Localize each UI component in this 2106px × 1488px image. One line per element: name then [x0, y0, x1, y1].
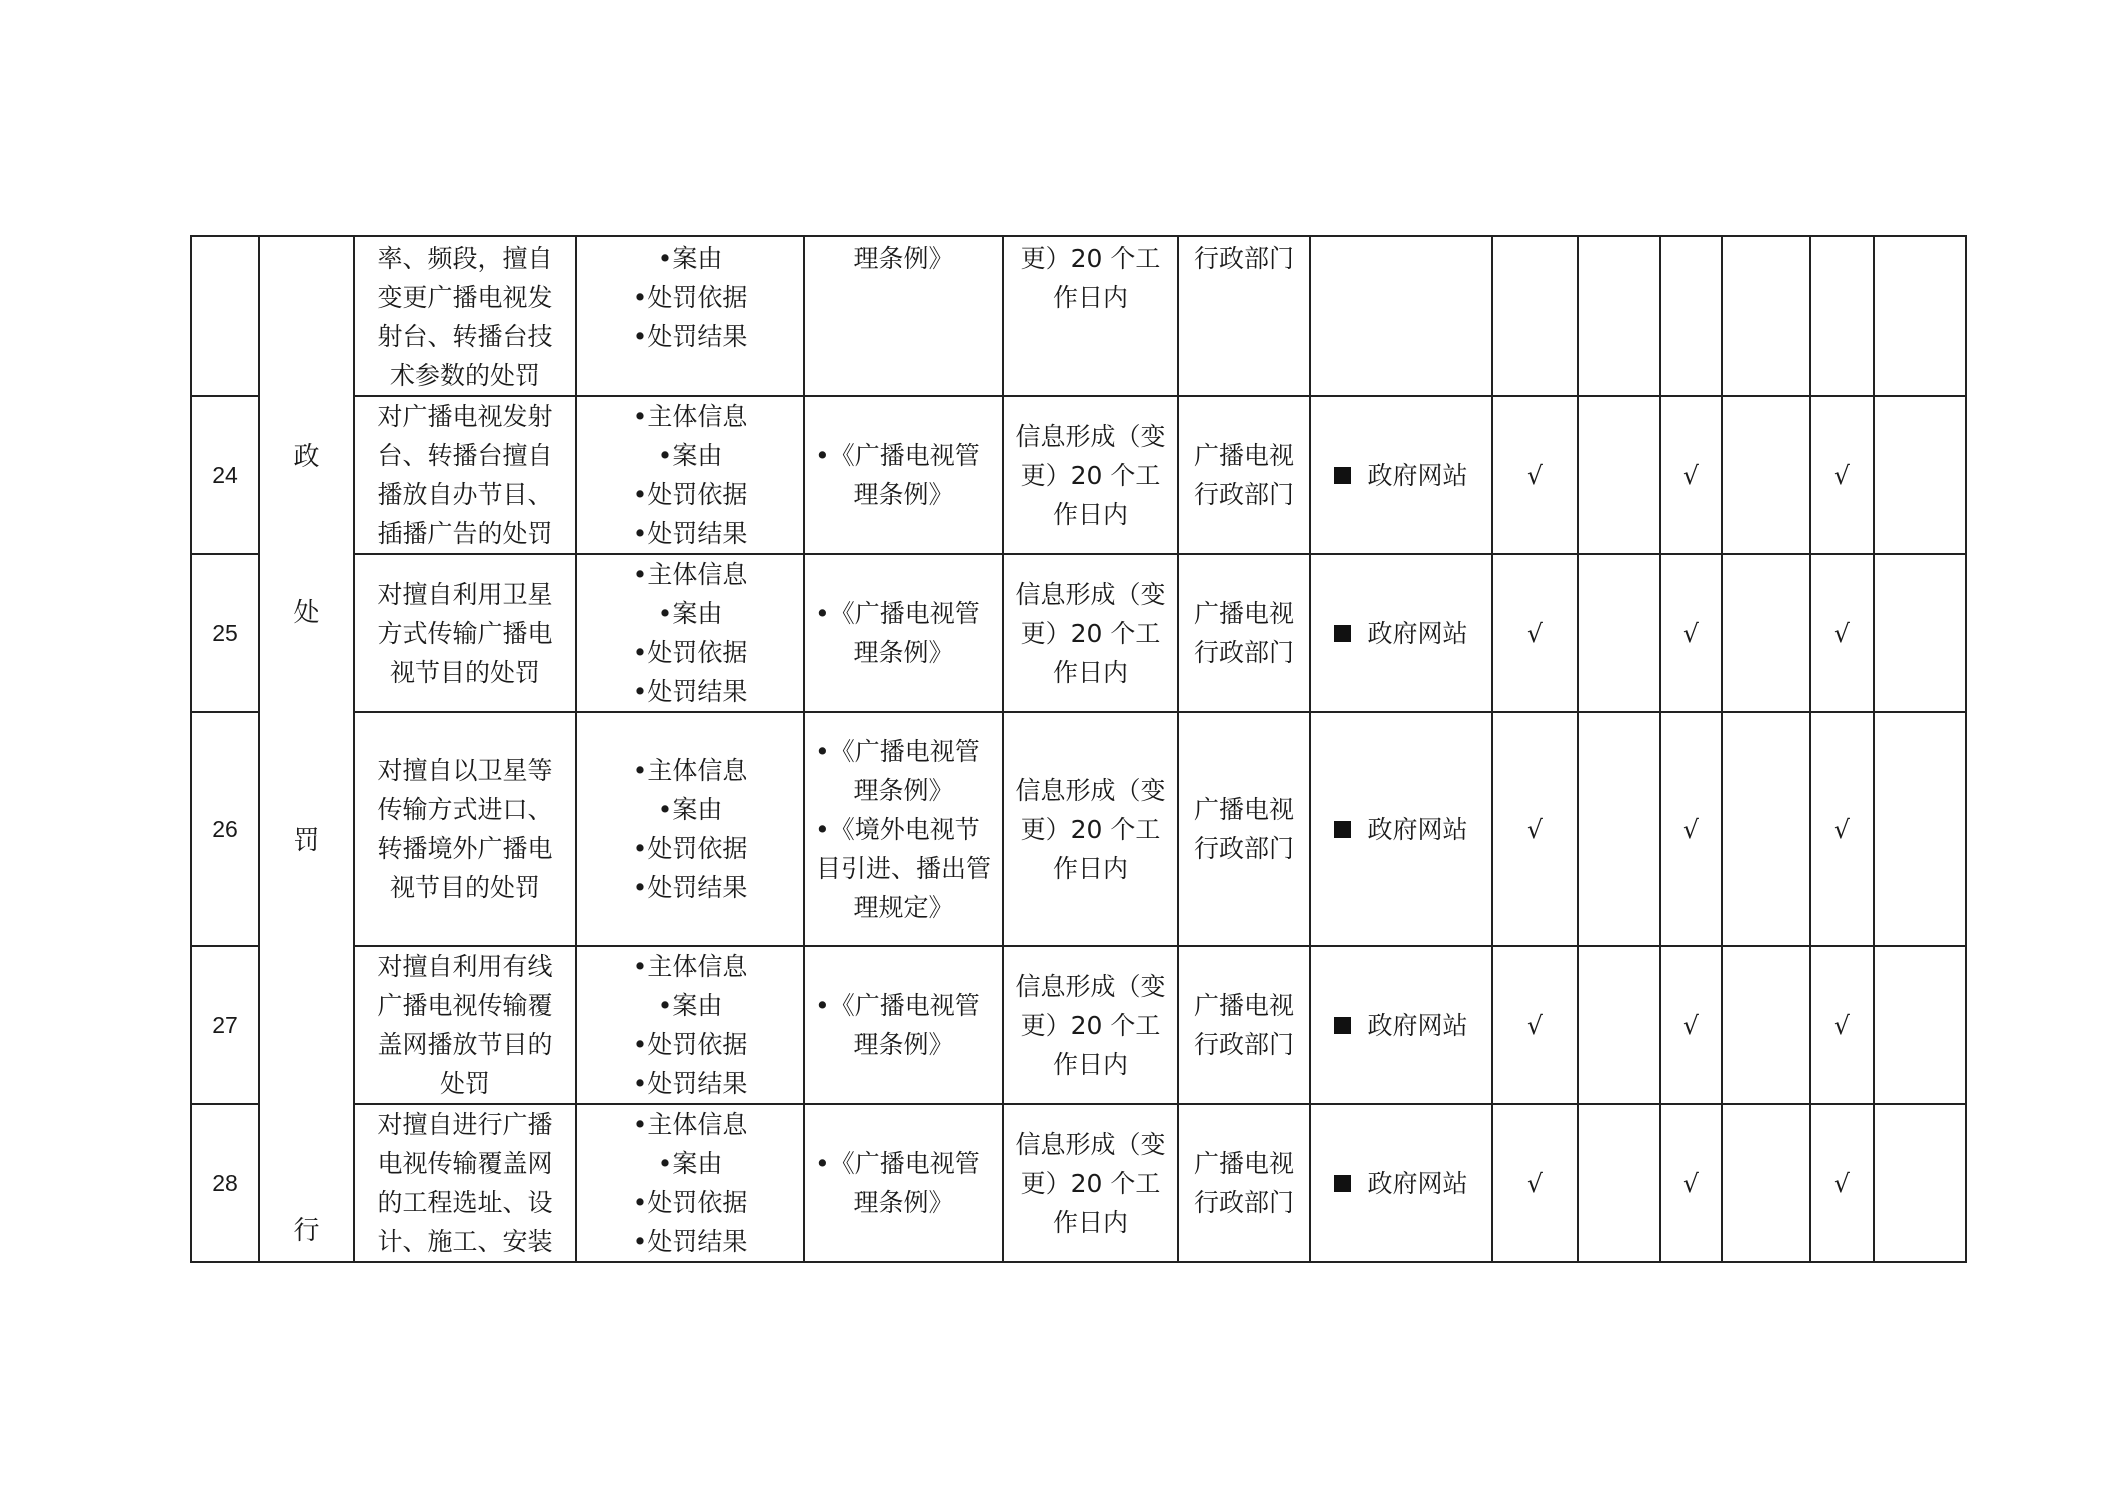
check-cell	[1578, 554, 1660, 712]
check-cell	[1492, 236, 1578, 396]
check-cell	[1874, 396, 1966, 554]
cell-line: 作日内	[1052, 1049, 1128, 1079]
check-cell	[1874, 554, 1966, 712]
content-cell	[576, 712, 804, 946]
check-cell	[1660, 946, 1722, 1104]
cell-line: 术参数的处罚	[389, 361, 540, 390]
table-row	[191, 396, 1966, 554]
check-cell	[1722, 1104, 1810, 1262]
cell-line: •处罚依据	[632, 834, 748, 863]
cell-line: •处罚结果	[632, 1069, 748, 1098]
subject-cell	[1178, 712, 1310, 946]
cell-line: 计、施工、安装	[377, 1227, 553, 1256]
cell-line: 对擅自利用卫星	[377, 579, 553, 609]
check-cell	[1722, 236, 1810, 396]
check-cell	[1810, 396, 1874, 554]
cell-line: 插播广告的处罚	[377, 519, 553, 548]
item-cell	[354, 1104, 576, 1262]
black-square-icon	[1334, 625, 1351, 642]
cell-line: 率、频段，擅自	[377, 244, 553, 273]
cell-line: 行政部门	[1193, 834, 1294, 863]
subject-cell	[1178, 946, 1310, 1104]
check-cell	[1492, 946, 1578, 1104]
check-cell	[1722, 396, 1810, 554]
channel-text: 政府网站	[1367, 1168, 1468, 1198]
cell-line: •案由	[657, 441, 723, 470]
check-cell	[1722, 712, 1810, 946]
check-cell	[1578, 712, 1660, 946]
channel-text: 政府网站	[1367, 1010, 1468, 1040]
basis-cell	[804, 236, 1003, 396]
cell-line: 对广播电视发射	[377, 402, 553, 431]
check-cell	[1810, 712, 1874, 946]
row-number: 24	[191, 396, 259, 554]
cell-line: 广播电视	[1193, 1149, 1294, 1178]
disclosure-table	[190, 235, 1967, 1263]
category-label	[260, 242, 353, 1257]
channel-cell	[1310, 946, 1492, 1104]
basis-line: 理条例》	[853, 775, 954, 805]
check-cell	[1810, 1104, 1874, 1262]
check-cell	[1660, 554, 1722, 712]
check-cell	[1578, 1104, 1660, 1262]
row-number: 27	[191, 946, 259, 1104]
check-cell	[1492, 712, 1578, 946]
row-number: 28	[191, 1104, 259, 1262]
check-cell	[1578, 396, 1660, 554]
basis-line: •《广播电视管	[815, 1149, 980, 1178]
check-cell	[1492, 1104, 1578, 1262]
subject-cell	[1178, 554, 1310, 712]
cell-line: 视节目的处罚	[389, 657, 540, 687]
table-body	[191, 236, 1966, 1262]
cell-line: •处罚结果	[632, 519, 748, 548]
basis-line: 理条例》	[853, 1030, 954, 1059]
timeframe-cell	[1003, 946, 1178, 1104]
cell-line: •处罚依据	[632, 283, 748, 312]
basis-line: •《广播电视管	[815, 441, 980, 470]
content-cell	[576, 946, 804, 1104]
content-cell	[576, 554, 804, 712]
cell-line: 变更广播电视发	[377, 283, 553, 312]
check-mark-icon: √	[1683, 460, 1699, 490]
check-mark-icon: √	[1683, 1010, 1699, 1040]
channel-label	[1334, 1164, 1467, 1203]
cell-line: •案由	[657, 599, 723, 628]
row-number	[191, 236, 259, 396]
cell-line: •主体信息	[632, 952, 748, 981]
check-cell	[1810, 236, 1874, 396]
cell-line: 广播电视	[1193, 991, 1294, 1020]
check-cell	[1660, 396, 1722, 554]
basis-line: 理条例》	[853, 244, 954, 273]
check-mark-icon: √	[1527, 618, 1543, 648]
cell-line: 作日内	[1052, 657, 1128, 687]
check-mark-icon: √	[1527, 1010, 1543, 1040]
cell-line: 作日内	[1052, 1207, 1128, 1237]
cell-line: 更）20 个工	[1020, 1168, 1161, 1198]
item-cell	[354, 396, 576, 554]
cell-line: •案由	[657, 244, 723, 273]
cell-line: 射台、转播台技	[377, 322, 553, 351]
channel-cell	[1310, 1104, 1492, 1262]
item-cell	[354, 946, 576, 1104]
cell-line: 广播电视	[1193, 795, 1294, 824]
cell-line: 对擅自进行广播	[377, 1110, 553, 1139]
cell-line: •处罚依据	[632, 638, 748, 667]
cell-line: 更）20 个工	[1020, 1010, 1161, 1040]
timeframe-cell	[1003, 554, 1178, 712]
cell-line: 转播境外广播电	[377, 834, 553, 863]
channel-text: 政府网站	[1367, 460, 1468, 490]
check-mark-icon: √	[1834, 618, 1850, 648]
basis-cell	[804, 712, 1003, 946]
check-cell	[1722, 946, 1810, 1104]
basis-cell	[804, 396, 1003, 554]
check-cell	[1492, 554, 1578, 712]
cell-line: •案由	[657, 1149, 723, 1178]
basis-line: •《境外电视节	[815, 814, 980, 844]
cell-line: 广播电视传输覆	[377, 991, 553, 1020]
content-cell	[576, 1104, 804, 1262]
basis-cell	[804, 554, 1003, 712]
check-mark-icon: √	[1527, 814, 1543, 844]
check-mark-icon: √	[1834, 1168, 1850, 1198]
cell-line: 作日内	[1052, 853, 1128, 883]
table-row	[191, 712, 1966, 946]
check-cell	[1660, 1104, 1722, 1262]
cell-line: 信息形成（变	[1015, 421, 1166, 451]
cell-line: 对擅自以卫星等	[377, 756, 553, 785]
cell-line: 播放自办节目、	[377, 480, 553, 509]
cell-line: 电视传输覆盖网	[377, 1149, 553, 1178]
basis-line: 理条例》	[853, 480, 954, 509]
category-char: 处	[293, 597, 320, 628]
check-mark-icon: √	[1834, 1010, 1850, 1040]
cell-line: 更）20 个工	[1020, 460, 1161, 490]
row-number: 26	[191, 712, 259, 946]
cell-line: •处罚依据	[632, 480, 748, 509]
check-cell	[1578, 236, 1660, 396]
cell-line: •处罚结果	[632, 322, 748, 351]
basis-line: 理条例》	[853, 638, 954, 667]
channel-cell	[1310, 554, 1492, 712]
cell-line: 传输方式进口、	[377, 795, 553, 824]
item-cell	[354, 236, 576, 396]
channel-text: 政府网站	[1367, 618, 1468, 648]
cell-line: •主体信息	[632, 560, 748, 589]
cell-line: 行政部门	[1193, 1030, 1294, 1059]
content-cell	[576, 396, 804, 554]
channel-cell	[1310, 712, 1492, 946]
cell-line: 更）20 个工	[1020, 814, 1161, 844]
cell-line: 信息形成（变	[1015, 1129, 1166, 1159]
cell-line: 的工程选址、设	[377, 1188, 553, 1217]
cell-line: 行政部门	[1193, 480, 1294, 509]
cell-line: 台、转播台擅自	[377, 441, 553, 470]
check-cell	[1660, 712, 1722, 946]
check-mark-icon: √	[1683, 618, 1699, 648]
check-cell	[1722, 554, 1810, 712]
table-row	[191, 554, 1966, 712]
channel-label	[1334, 1006, 1467, 1045]
basis-line: •《广播电视管	[815, 599, 980, 628]
cell-line: 行政部门	[1193, 638, 1294, 667]
cell-line: •处罚依据	[632, 1030, 748, 1059]
channel-text: 政府网站	[1367, 814, 1468, 844]
table-row	[191, 236, 1966, 396]
check-cell	[1810, 554, 1874, 712]
cell-line: •处罚结果	[632, 873, 748, 902]
cell-line: 更）20 个工	[1020, 244, 1161, 273]
channel-cell	[1310, 236, 1492, 396]
cell-line: 对擅自利用有线	[377, 952, 553, 981]
subject-cell	[1178, 396, 1310, 554]
cell-line: 处罚	[439, 1069, 490, 1098]
category-char: 政	[293, 441, 320, 472]
channel-cell	[1310, 396, 1492, 554]
subject-cell	[1178, 236, 1310, 396]
timeframe-cell	[1003, 712, 1178, 946]
cell-line: 信息形成（变	[1015, 971, 1166, 1001]
check-mark-icon: √	[1834, 814, 1850, 844]
subject-cell	[1178, 1104, 1310, 1262]
cell-line: 作日内	[1052, 283, 1128, 312]
table-row	[191, 1104, 1966, 1262]
cell-line: 广播电视	[1193, 599, 1294, 628]
category-char: 行	[293, 1215, 320, 1246]
item-cell	[354, 712, 576, 946]
cell-line: •处罚结果	[632, 1227, 748, 1256]
cell-line: 视节目的处罚	[389, 873, 540, 902]
basis-line: 理规定》	[853, 892, 954, 922]
basis-cell	[804, 946, 1003, 1104]
cell-line: •主体信息	[632, 756, 748, 785]
black-square-icon	[1334, 821, 1351, 838]
cell-line: 信息形成（变	[1015, 579, 1166, 609]
check-mark-icon: √	[1527, 1168, 1543, 1198]
cell-line: 行政部门	[1193, 1188, 1294, 1217]
basis-line: •《广播电视管	[815, 736, 980, 766]
cell-line: •主体信息	[632, 402, 748, 431]
check-mark-icon: √	[1527, 460, 1543, 490]
item-cell	[354, 554, 576, 712]
check-cell	[1874, 946, 1966, 1104]
cell-line: 盖网播放节目的	[377, 1030, 553, 1059]
check-cell	[1578, 946, 1660, 1104]
check-mark-icon: √	[1683, 1168, 1699, 1198]
cell-line: 广播电视	[1193, 441, 1294, 470]
category-cell	[259, 236, 354, 1262]
cell-line: 更）20 个工	[1020, 618, 1161, 648]
basis-line: •《广播电视管	[815, 991, 980, 1020]
category-char: 罚	[293, 825, 320, 856]
table-row	[191, 946, 1966, 1104]
black-square-icon	[1334, 467, 1351, 484]
cell-line: •处罚依据	[632, 1188, 748, 1217]
cell-line: •处罚结果	[632, 677, 748, 706]
basis-cell	[804, 1104, 1003, 1262]
cell-line: 信息形成（变	[1015, 775, 1166, 805]
timeframe-cell	[1003, 396, 1178, 554]
check-cell	[1874, 236, 1966, 396]
timeframe-cell	[1003, 1104, 1178, 1262]
content-cell	[576, 236, 804, 396]
basis-line: 目引进、播出管	[815, 853, 991, 883]
black-square-icon	[1334, 1175, 1351, 1192]
check-cell	[1874, 1104, 1966, 1262]
channel-label	[1334, 456, 1467, 495]
cell-line: •案由	[657, 991, 723, 1020]
check-cell	[1660, 236, 1722, 396]
row-number: 25	[191, 554, 259, 712]
check-cell	[1492, 396, 1578, 554]
cell-line: •案由	[657, 795, 723, 824]
check-mark-icon: √	[1834, 460, 1850, 490]
black-square-icon	[1334, 1017, 1351, 1034]
channel-label	[1334, 810, 1467, 849]
check-cell	[1810, 946, 1874, 1104]
check-mark-icon: √	[1683, 814, 1699, 844]
basis-line: 理条例》	[853, 1188, 954, 1217]
timeframe-cell	[1003, 236, 1178, 396]
cell-line: 行政部门	[1193, 244, 1294, 273]
check-cell	[1874, 712, 1966, 946]
cell-line: •主体信息	[632, 1110, 748, 1139]
channel-label	[1334, 614, 1467, 653]
cell-line: 作日内	[1052, 499, 1128, 529]
cell-line: 方式传输广播电	[377, 618, 553, 648]
